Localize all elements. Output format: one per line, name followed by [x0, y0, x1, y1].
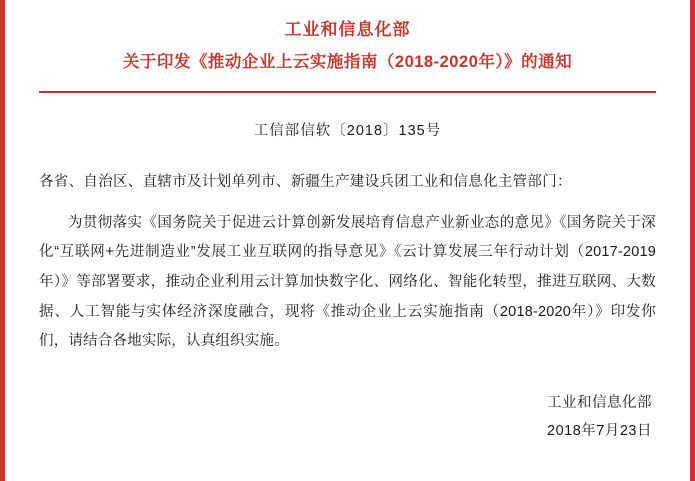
signature-organization: 工业和信息化部 — [547, 395, 652, 412]
document-title: 工业和信息化部 — [284, 20, 411, 39]
document-content — [5, 0, 690, 481]
signature-date: 2018年7月23日 — [547, 423, 652, 440]
document-body-paragraph: 为贯彻落实《国务院关于促进云计算创新发展培育信息产业新业态的意见》《国务院关于深化“互联网+先进制造业”发展工业互联网的指导意见》《云计算发展三年行动计划（2017-2019年）》等部署要求，推动企业利用云计算加快数字化、网络化、智能化转型，推进互联网、大数据、人工智能与实体经济深度融合，现将《推动企业上云实施指南（2018-2020年）》印发你们，请结合各地实际，认真组织实施。 — [39, 214, 656, 350]
document-subtitle: 关于印发《推动企业上云实施指南（2018-2020年）》的通知 — [122, 52, 573, 71]
document-signature — [39, 389, 656, 446]
document-number: 工信部信软〔2018〕135号 — [253, 122, 442, 139]
right-red-rule — [690, 0, 695, 481]
document-recipient: 各省、自治区、直辖市及计划单列市、新疆生产建设兵团工业和信息化主管部门： — [39, 173, 572, 190]
